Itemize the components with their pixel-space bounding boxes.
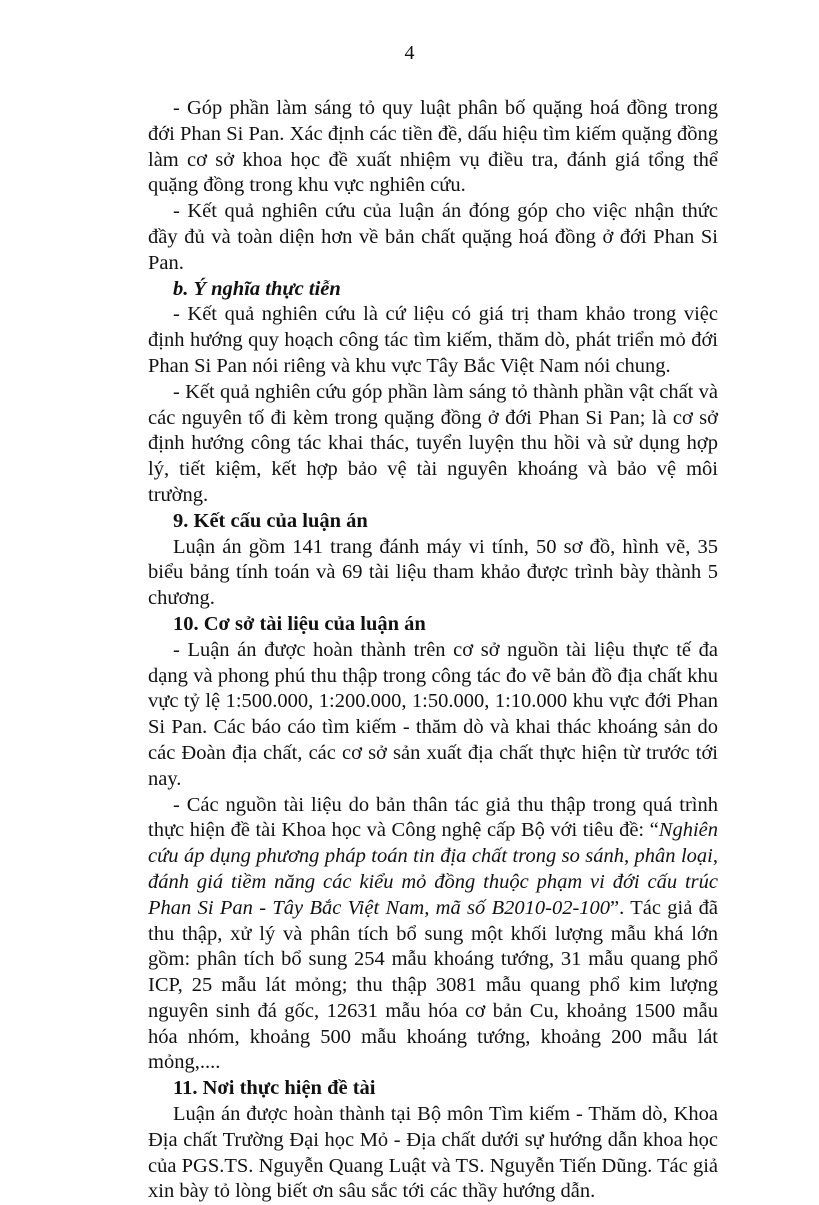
heading-location: 11. Nơi thực hiện đề tài (173, 1077, 376, 1100)
paragraph-contribution-2: - Kết quả nghiên cứu của luận án đóng góp cho việc nhận thức đầy đủ và toàn diện hơn về bản chất quặng hoá đồng ở đới Phan Si Pan. (148, 200, 718, 274)
heading-structure: 9. Kết cấu của luận án (173, 509, 368, 532)
paragraph-contribution-1: - Góp phần làm sáng tỏ quy luật phân bố quặng hoá đồng trong đới Phan Si Pan. Xác định các tiền đề, dấu hiệu tìm kiếm quặng đồng làm cơ sở khoa học đề xuất nhiệm vụ điều tra, đánh giá tổng thể quặng đồng trong khu vực nghiên cứu. (148, 97, 718, 197)
paragraph-practical-1: - Kết quả nghiên cứu là cứ liệu có giá trị tham khảo trong việc định hướng quy hoạch công tác tìm kiếm, thăm dò, phát triển mỏ đới Phan Si Pan nói riêng và khu vực Tây Bắc Việt Nam nói chung. (148, 303, 718, 377)
paragraph-structure: Luận án gồm 141 trang đánh máy vi tính, 50 sơ đồ, hình vẽ, 35 biểu bảng tính toán và 69 tài liệu tham khảo được trình bày thành 5 chương. (148, 535, 718, 610)
data-basis-2-rest: ”. Tác giả đã thu thập, xử lý và phân tích bổ sung một khối lượng mẫu khá lớn gồm: phân tích bổ sung 254 mẫu khoáng tướng, 31 mẫu quang phổ ICP, 25 mẫu lát mỏng; thu thập 3081 mẫu quang phổ kim lượng nguyên sinh đá gốc, 12631 mẫu hóa cơ bản Cu, khoảng 1500 mẫu hóa nhóm, khoảng 500 mẫu khoáng tướng, khoảng 200 mẫu lát mỏng,.... (148, 896, 719, 1074)
paragraph-practical-2: - Kết quả nghiên cứu góp phần làm sáng tỏ thành phần vật chất và các nguyên tố đi kèm trong quặng đồng ở đới Phan Si Pan; là cơ sở định hướng công tác khai thác, tuyển luyện thu hồi và sử dụng hợp lý, tiết kiệm, kết hợp bảo vệ tài nguyên khoáng và bảo vệ môi trường. (148, 380, 718, 506)
page-number: 4 (404, 42, 415, 64)
paragraph-data-basis-2 (148, 793, 718, 1077)
paragraph-location: Luận án được hoàn thành tại Bộ môn Tìm kiếm - Thăm dò, Khoa Địa chất Trường Đại học Mỏ - Địa chất dưới sự hướng dẫn khoa học của PGS.TS. Nguyễn Quang Luật và TS. Nguyễn Tiến Dũng. Tác giả xin bày tỏ lòng biết ơn sâu sắc tới các thầy hướng dẫn. (148, 1103, 718, 1203)
page-body (148, 96, 718, 1205)
heading-data-basis: 10. Cơ sở tài liệu của luận án (173, 612, 426, 635)
project-title: Nghiên cứu áp dụng phương pháp toán tin địa chất trong so sánh, phân loại, đánh giá tiềm năng các kiểu mỏ đồng thuộc phạm vi đới cấu trúc Phan Si Pan - Tây Bắc Việt Nam, mã số B2010-02-100 (148, 819, 718, 919)
paragraph-data-basis-1: - Luận án được hoàn thành trên cơ sở nguồn tài liệu thực tế đa dạng và phong phú thu thập trong công tác đo vẽ bản đồ địa chất khu vực tỷ lệ 1:500.000, 1:200.000, 1:50.000, 1:10.000 khu vực đới Phan Si Pan. Các báo cáo tìm kiếm - thăm dò và khai thác khoáng sản do các Đoàn địa chất, các cơ sở sản xuất địa chất thực hiện từ trước tới nay. (148, 638, 718, 790)
subheading-practical-significance: b. Ý nghĩa thực tiễn (173, 277, 341, 300)
data-basis-2-intro: - Các nguồn tài liệu do bản thân tác giả thu thập trong quá trình thực hiện đề tài Khoa học và Công nghệ cấp Bộ với tiêu đề: “ (148, 793, 718, 842)
